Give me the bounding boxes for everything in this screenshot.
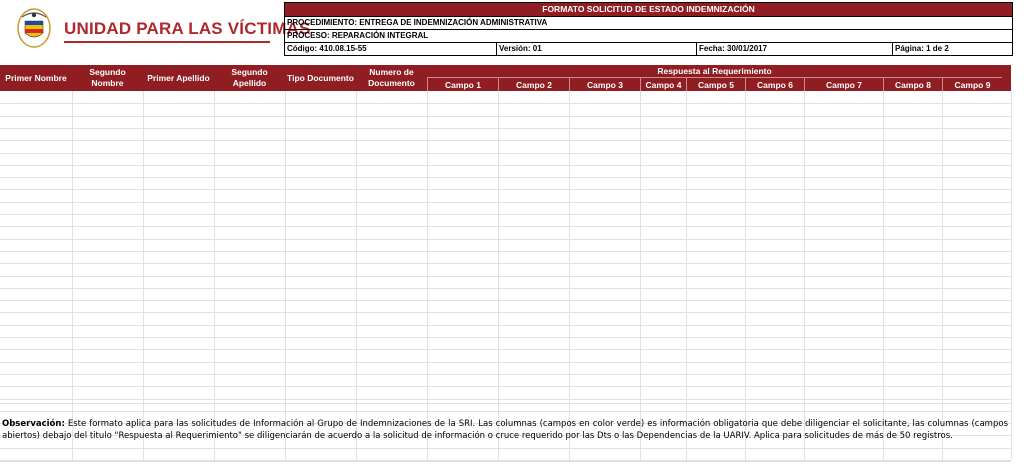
table-row[interactable] <box>0 251 1011 252</box>
spreadsheet-grid[interactable] <box>0 65 1011 403</box>
table-row[interactable] <box>0 177 1011 178</box>
observation-text: Este formato aplica para las solicitudes de Información al Grupo de Indemnizaciones de la SRI. Las columnas (campos en color verde) es información obligatoria que debe diligenciar el solicitante, las columnas (campos abiertos) debajo del titulo "Respuesta al Requerimiento" se diligenciarán de acuerdo a la solicitud de información o cruce requerido por las Dts o las Dependencias de la UARIV. Aplica para solicitudes de más de 50 registros. <box>2 419 1008 442</box>
column-header-primer-apellido[interactable]: Primer Apellido <box>147 72 210 83</box>
table-row[interactable] <box>0 374 1011 375</box>
column-header-segundo-nombre[interactable]: Segundo Nombre <box>89 67 126 88</box>
table-row[interactable] <box>0 153 1011 154</box>
table-row[interactable] <box>0 386 1011 387</box>
column-header-numero-documento[interactable]: Numero de Documento <box>368 67 415 88</box>
form-header <box>284 2 1013 56</box>
table-row[interactable] <box>0 337 1011 338</box>
table-row[interactable] <box>0 128 1011 129</box>
table-row[interactable] <box>0 312 1011 313</box>
table-row[interactable] <box>0 276 1011 277</box>
table-row[interactable] <box>0 165 1011 166</box>
table-row[interactable] <box>0 189 1011 190</box>
pagina-cell: Página: 1 de 2 <box>895 44 949 53</box>
table-row[interactable] <box>0 214 1011 215</box>
procedimiento-row: PROCEDIMIENTO: ENTREGA DE INDEMNIZACIÓN ADMINISTRATIVA <box>285 17 1012 30</box>
column-header-segundo-apellido[interactable]: Segundo Apellido <box>231 67 268 88</box>
note-bottom-border <box>0 461 1011 462</box>
table-row[interactable] <box>0 349 1011 350</box>
form-title: FORMATO SOLICITUD DE ESTADO INDEMNIZACIÓN <box>285 3 1012 17</box>
codigo-cell: Código: 410.08.15-55 <box>285 43 497 55</box>
brand-underline <box>64 41 270 43</box>
column-header-campo-3[interactable]: Campo 3 <box>569 78 640 91</box>
column-header-campo-8[interactable]: Campo 8 <box>883 78 942 91</box>
column-header-campo-6[interactable]: Campo 6 <box>745 78 804 91</box>
column-header-campo-9[interactable]: Campo 9 <box>942 78 1002 91</box>
column-header-campo-5[interactable]: Campo 5 <box>686 78 745 91</box>
group-header-respuesta[interactable]: Respuesta al Requerimiento <box>427 65 1002 78</box>
table-row[interactable] <box>0 116 1011 117</box>
column-header-primer-nombre[interactable]: Primer Nombre <box>5 72 67 83</box>
table-row[interactable] <box>0 399 1011 400</box>
grid-column-line <box>1011 91 1012 460</box>
table-row[interactable] <box>0 263 1011 264</box>
table-row[interactable] <box>0 226 1011 227</box>
table-row[interactable] <box>0 325 1011 326</box>
table-row[interactable] <box>0 103 1011 104</box>
form-meta-row <box>285 43 1012 55</box>
column-header-campo-7[interactable]: Campo 7 <box>804 78 883 91</box>
table-row[interactable] <box>0 300 1011 301</box>
table-row[interactable] <box>0 411 1011 412</box>
table-row[interactable] <box>0 448 1011 449</box>
grid-bottom-border <box>0 403 1011 404</box>
column-header-campo-4[interactable]: Campo 4 <box>640 78 686 91</box>
column-header-tipo-documento[interactable]: Tipo Documento <box>287 72 354 83</box>
table-row[interactable] <box>0 140 1011 141</box>
fecha-cell: Fecha: 30/01/2017 <box>697 43 893 55</box>
logo <box>4 4 311 52</box>
coat-of-arms-icon <box>16 7 52 49</box>
observation-note <box>2 418 1008 443</box>
column-header-campo-2[interactable]: Campo 2 <box>498 78 569 91</box>
proceso-row: PROCESO: REPARACIÓN INTEGRAL <box>285 30 1012 43</box>
table-row[interactable] <box>0 239 1011 240</box>
table-row[interactable] <box>0 202 1011 203</box>
version-cell: Versión: 01 <box>497 43 697 55</box>
column-header-campo-1[interactable]: Campo 1 <box>427 78 498 91</box>
table-row[interactable] <box>0 288 1011 289</box>
observation-label: Observación: <box>2 419 65 429</box>
table-row[interactable] <box>0 362 1011 363</box>
brand-name: UNIDAD PARA LAS VÍCTIMAS <box>64 19 311 38</box>
